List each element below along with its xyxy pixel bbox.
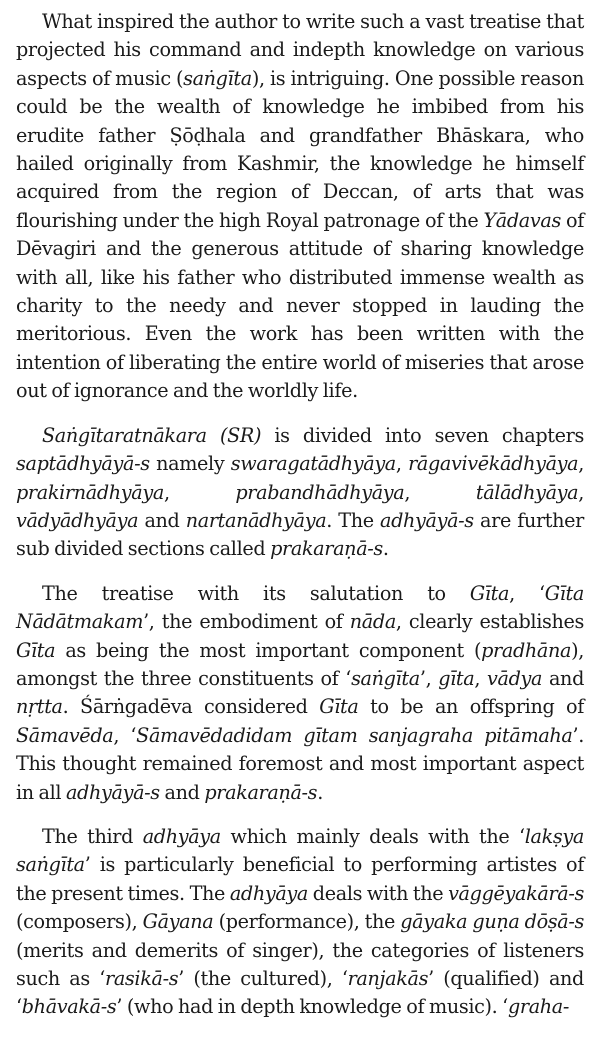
italic-term: lakṣya saṅgīta [16, 824, 584, 877]
italic-term: prakirnādhyāya [16, 480, 164, 504]
italic-term: vāggēyakārā-s [448, 881, 584, 905]
italic-term: tālādhyāya [475, 480, 579, 504]
text-run: , clearly establishes [395, 610, 584, 634]
text-run: The third [42, 824, 143, 848]
italic-term: adhyāyā-s [379, 508, 474, 532]
text-run: . [382, 537, 389, 561]
italic-term: adhyāya [142, 824, 221, 848]
text-run: , [395, 452, 409, 476]
text-run: ), amongst the three constituents of ‘ [16, 638, 584, 690]
italic-term: gīta [438, 666, 475, 690]
text-run: is divided into seven chapters [261, 423, 584, 447]
italic-term: nartanādhyāya [185, 508, 327, 532]
italic-term: vādyādhyāya [16, 508, 139, 532]
italic-term: Yādavas [483, 208, 561, 232]
text-run: . Śārṅgadēva considered [62, 695, 320, 719]
text-run: and [138, 508, 186, 532]
italic-term: ranjakās [347, 967, 429, 990]
paragraph-gita-salutation [16, 580, 584, 807]
text-run: of Dēvagiri and the generous attitude of sharing knowledge with all, like his father who distributed immense wealth as charity to the needy and never stopped in lauding the meritorious. Even the work has been written with the intention of liberating the entire world of miseries that arose out of ignorance and the worldly life. [16, 208, 584, 403]
italic-term: swaragatādhyāya [230, 452, 396, 476]
text-run: (composers), [16, 910, 143, 934]
text-run: (performance), the [213, 910, 401, 934]
italic-term: prakaraṇā-s [270, 537, 383, 561]
paragraph-author-inspiration [16, 8, 584, 406]
italic-term: adhyāyā-s [65, 780, 160, 804]
italic-term: saṅgīta [183, 66, 252, 90]
text-run: are further sub divided sections called [16, 508, 584, 561]
italic-term: Sāmavēdadidam gītam sanjagraha pitāmaha [136, 723, 573, 747]
italic-term: vādya [487, 666, 543, 690]
italic-term: Gāyana [142, 910, 214, 934]
text-run: , ‘ [113, 723, 137, 747]
text-run: , [163, 480, 236, 504]
italic-term: Sāmavēda [16, 723, 114, 747]
text-run: as being the most important component ( [55, 638, 482, 662]
italic-term: saptādhyāyā-s [16, 452, 150, 476]
text-run: The treatise with its salutation to [42, 581, 470, 605]
italic-term: Gīta Nādātmakam [16, 581, 584, 634]
italic-term: Gīta [319, 695, 359, 719]
italic-term: prakaraṇā-s [204, 780, 318, 804]
text-run: ’ is particularly beneficial to performing artistes of the present times. The [16, 853, 584, 905]
italic-term: gāyaka guṇa dōṣā-s [400, 910, 584, 934]
text-run: and [542, 666, 584, 690]
text-run: (merits and demerits of singer), the categories of listeners such as ‘ [16, 938, 584, 990]
text-run: and [159, 780, 205, 804]
italic-term: nāda [349, 610, 396, 634]
paragraph-chapters [16, 422, 584, 564]
italic-term: adhyāya [229, 881, 309, 905]
paragraph-third-adhyaya [16, 823, 584, 1022]
text-run: deals with the [308, 881, 449, 905]
text-run: . [317, 780, 323, 804]
italic-term: Gīta [469, 581, 510, 605]
text-run: ’, [419, 666, 439, 690]
text-run: , [578, 452, 584, 476]
italic-term: graha- [507, 995, 570, 1019]
text-run: ’ (the cultured), ‘ [178, 967, 348, 990]
text-run: ’ (who had in depth knowledge of music). ‘ [116, 995, 508, 1019]
text-run: to be an offspring of [358, 695, 585, 719]
italic-term: Gīta [16, 638, 56, 662]
text-run: , ‘ [509, 581, 545, 605]
text-run: , [578, 480, 585, 504]
italic-term: prabandhādhyāya [235, 480, 405, 504]
text-run: ’ (qualified) and ‘ [16, 967, 584, 1019]
text-run: ’. This thought remained foremost and most important aspect in all [16, 723, 585, 804]
italic-term: rāgavivēkādhyāya [408, 452, 579, 476]
italic-term: Saṅgītaratnākara (SR) [42, 423, 262, 447]
italic-term: rasikā-s [105, 967, 179, 990]
italic-term: nṛtta [16, 695, 63, 719]
italic-term: pradhāna [481, 638, 572, 662]
text-run: What inspired the author to write such a vast treatise that projected his command and indepth knowledge on various aspects of music ( [16, 10, 584, 90]
text-run: which mainly deals with the ‘ [220, 824, 525, 848]
text-run: ’, the embodiment of [143, 610, 350, 634]
text-run: namely [149, 452, 231, 476]
italic-term: bhāvakā-s [21, 995, 117, 1019]
text-run: , [404, 480, 476, 504]
text-run: ), is intriguing. One possible reason could be the wealth of knowledge he imbibed from his erudite father Ṣōḍhala and grandfather Bhāskara, who hailed originally from Kashmir, the knowledge he himself acquired from the region of Deccan, of arts that was flourishing under the high Royal patronage of the [16, 66, 585, 232]
text-run: . The [326, 508, 380, 532]
italic-term: saṅgīta [351, 666, 420, 690]
text-run: , [474, 666, 487, 690]
